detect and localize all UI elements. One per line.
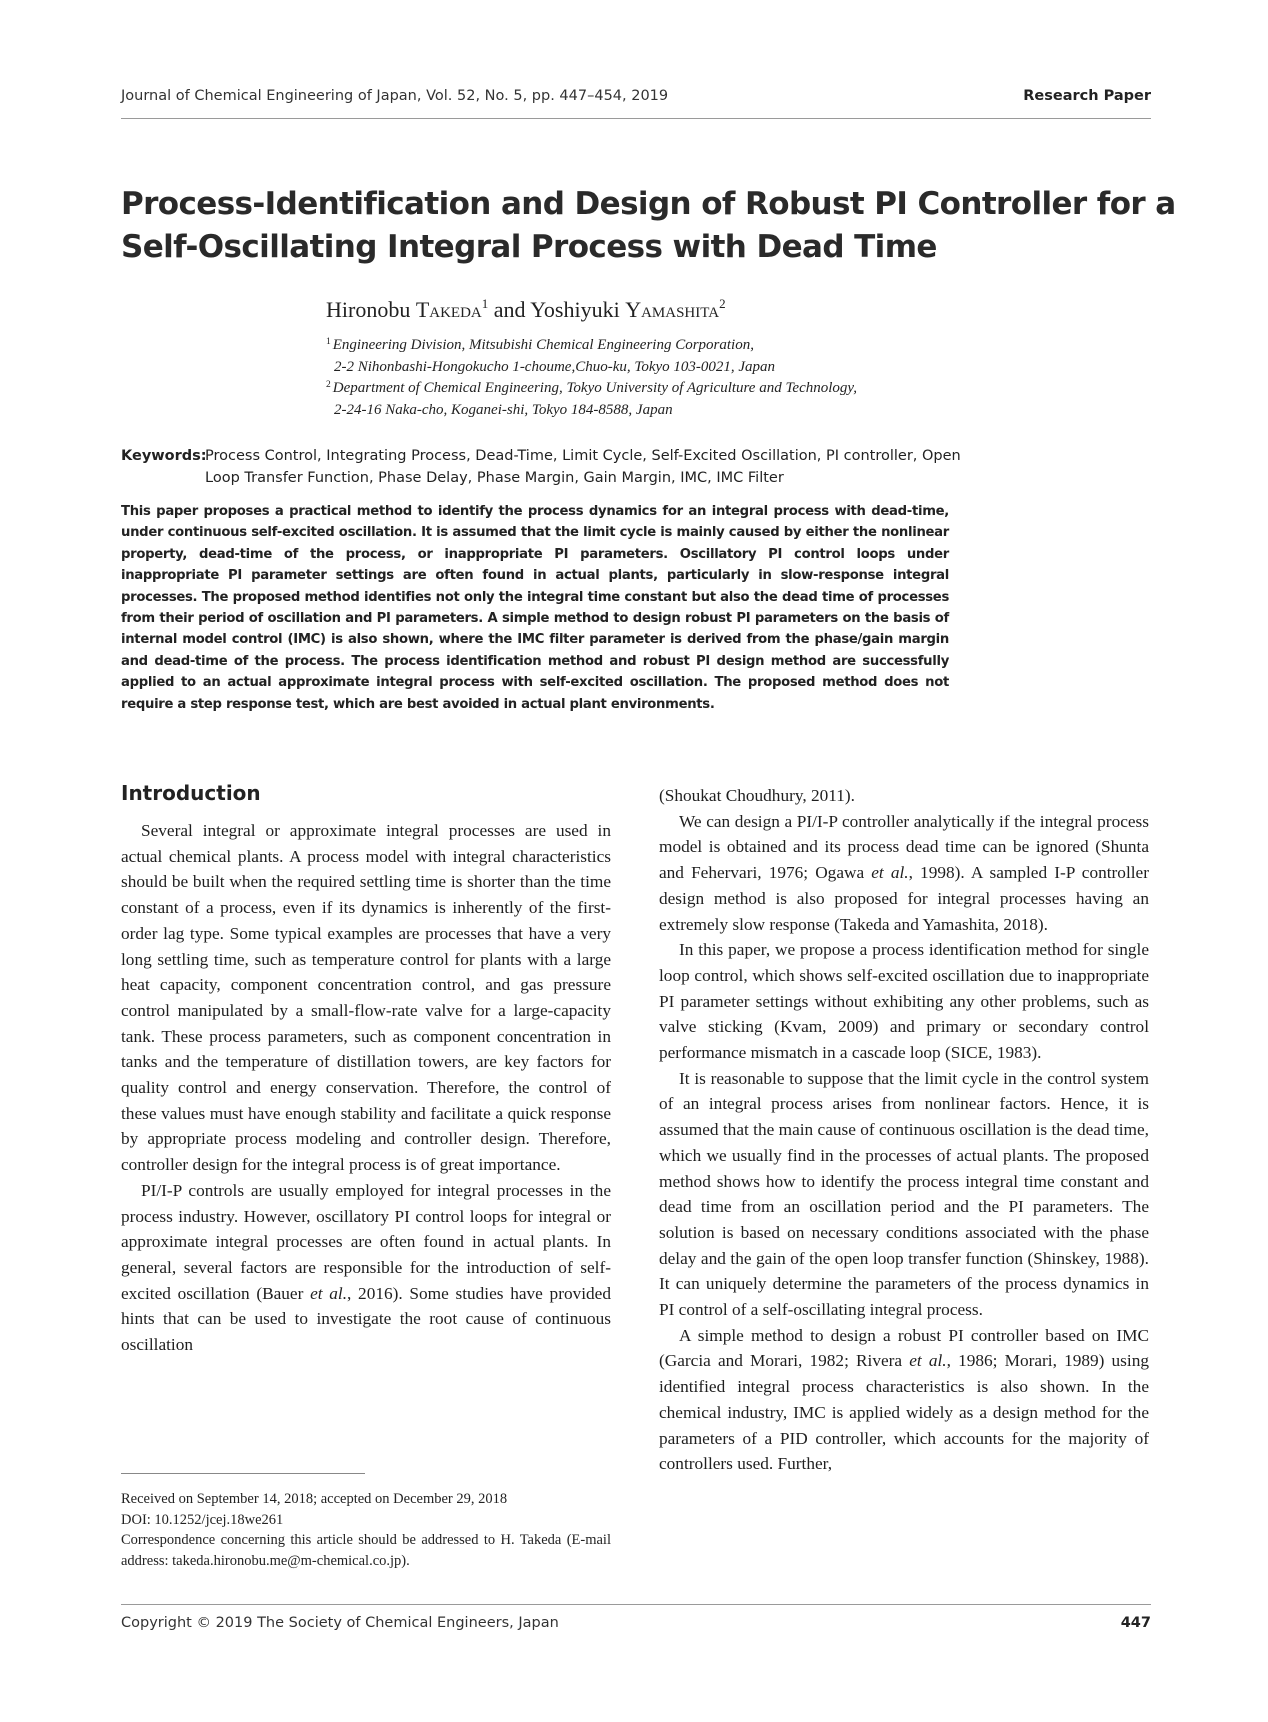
header-divider <box>121 118 1151 119</box>
paper-title <box>121 183 1176 269</box>
author-2-given-name: Yoshiyuki <box>530 297 620 322</box>
affiliation-1-line-1 <box>326 335 857 357</box>
affiliation-1-address: 2-2 Nihonbashi-Hongokucho 1-choume,Chuo-ku, Tokyo 103-0021, Japan <box>334 358 776 375</box>
keywords-text: Process Control, Integrating Process, Dead-Time, Limit Cycle, Self-Excited Oscillation, PI controller, Open Loop Transfer Function, Phase Delay, Phase Margin, Gain Margin, IMC, IMC Filter <box>205 448 961 486</box>
title-line-1: Process-Identification and Design of Robust PI Controller for a <box>121 186 1176 222</box>
intro-paragraph-2 <box>121 1178 611 1358</box>
author-1-affiliation-mark: 1 <box>481 296 489 311</box>
right-paragraph-4-text-a: A simple method to design a robust PI controller based on IMC (Garcia and Morari, 1982; Rivera <box>659 1325 1149 1371</box>
author-list <box>326 297 726 323</box>
right-paragraph-1-text-b: , 1998). A sampled I-P controller design method is also proposed for integral processes having an extremely slow response (Takeda and Yamashita, 2018). <box>659 863 1149 934</box>
affiliation-1-org: Engineering Division, Mitsubishi Chemical Engineering Corporation, <box>332 337 754 353</box>
right-paragraph-4-text-b: , 1986; Morari, 1989) using identified integral process characteristics is also shown. In the chemical industry, IMC is applied widely as a design method for the parameters of a PID controller, which accounts for the majority of controllers used. Further, <box>659 1351 1149 1474</box>
intro-paragraph-2-text-b: , 2016). Some studies have provided hints that can be used to investigate the root cause of continuous oscillation <box>121 1283 611 1355</box>
affiliations <box>326 335 857 421</box>
footnote-divider <box>121 1473 365 1474</box>
affiliation-1-mark: 1 <box>326 337 331 347</box>
title-line-2: Self-Oscillating Integral Process with Dead Time <box>121 229 937 265</box>
right-paragraph-3: It is reasonable to suppose that the limit cycle in the control system of an integral process arises from nonlinear factors. Hence, it is assumed that the main cause of continuous oscillation is the dead time, which we usually find in the processes of actual plants. The proposed method shows how to identify the process integral time constant and dead time from an oscillation period and the PI parameters. The solution is based on necessary conditions associated with the phase delay and the gain of the open loop transfer function (Shinskey, 1988). It can uniquely determine the parameters of the process dynamics in PI control of a self-oscillating integral process. <box>659 1068 1149 1320</box>
right-paragraph-continuation: (Shoukat Choudhury, 2011). <box>659 786 855 805</box>
right-column <box>659 783 1149 1477</box>
correspondence-note: Correspondence concerning this article should be addressed to H. Takeda (E-mail address: takeda.hironobu.me@m-chemical.co.jp). <box>121 1532 611 1569</box>
copyright-notice: Copyright © 2019 The Society of Chemical Engineers, Japan <box>121 1615 559 1631</box>
affiliation-2-org: Department of Chemical Engineering, Tokyo University of Agriculture and Technology, <box>332 380 857 396</box>
right-paragraph-4 <box>659 1323 1149 1477</box>
intro-paragraph-2-text-a: PI/I-P controls are usually employed for integral processes in the process industry. However, oscillatory PI control loops for integral or approximate integral processes are often found in actual plants. In general, several factors are responsible for the introduction of self-excited oscillation (Bauer <box>121 1180 611 1303</box>
citation-et-al: et al. <box>909 1351 947 1371</box>
section-heading-introduction: Introduction <box>121 781 261 805</box>
left-column <box>121 780 611 1358</box>
affiliation-2-mark: 2 <box>326 380 331 390</box>
affiliation-2-address: 2-24-16 Naka-cho, Koganei-shi, Tokyo 184-8588, Japan <box>334 401 673 418</box>
right-paragraph-2: In this paper, we propose a process identification method for single loop control, which shows self-excited oscillation due to inappropriate PI parameter settings without exhibiting any other problems, such as valve sticking (Kvam, 2009) and primary or secondary control performance mismatch in a cascade loop (SICE, 1983). <box>659 940 1149 1063</box>
citation-et-al: et al. <box>310 1283 348 1303</box>
received-date: Received on September 14, 2018; accepted on December 29, 2018 <box>121 1491 508 1507</box>
page-number: 447 <box>1120 1615 1151 1631</box>
author-conjunction: and <box>493 297 526 322</box>
author-2-affiliation-mark: 2 <box>719 296 726 311</box>
affiliation-2-line-1 <box>326 378 857 400</box>
journal-citation: Journal of Chemical Engineering of Japan, Vol. 52, No. 5, pp. 447–454, 2019 <box>121 88 669 104</box>
author-1-family-name: Takeda <box>415 297 482 322</box>
right-paragraph-1 <box>659 809 1149 938</box>
citation-et-al: et al. <box>871 863 909 883</box>
paper-type-label: Research Paper <box>1023 88 1151 104</box>
right-paragraph-1-text-a: We can design a PI/I-P controller analytically if the integral process model is obtained and its process dead time can be ignored (Shunta and Fehervari, 1976; Ogawa <box>659 811 1149 883</box>
keywords-label: Keywords: <box>121 448 207 464</box>
author-1-given-name: Hironobu <box>326 297 411 322</box>
keywords-block <box>121 446 981 489</box>
doi: DOI: 10.1252/jcej.18we261 <box>121 1511 284 1528</box>
author-2-family-name: Yamashita <box>625 297 720 322</box>
footnotes <box>121 1489 611 1571</box>
running-header <box>121 88 1151 110</box>
intro-paragraph-1: Several integral or approximate integral processes are used in actual chemical plants. A process model with integral characteristics should be built when the required settling time is shorter than the time constant of a process, even if its dynamics is inherently of the first-order lag type. Some typical examples are processes that have a very long settling time, such as temperature control for plants with a large heat capacity, component concentration control, and gas pressure control manipulated by a small-flow-rate valve for a large-capacity tank. These process parameters, such as component concentration in tanks and the temperature of distillation towers, are key factors for quality control and energy conservation. Therefore, the control of these values must have enough stability and facilitate a quick response by appropriate process modeling and controller design. Therefore, controller design for the integral process is of great importance. <box>121 821 611 1175</box>
abstract: This paper proposes a practical method to identify the process dynamics for an integral process with dead-time, under continuous self-excited oscillation. It is assumed that the limit cycle is mainly caused by either the nonlinear property, dead-time of the process, or inappropriate PI parameters. Oscillatory PI control loops under inappropriate PI parameter settings are often found in actual plants, particularly in slow-response integral processes. The proposed method identifies not only the integral time constant but also the dead time of processes from their period of oscillation and PI parameters. A simple method to design robust PI parameters on the basis of internal model control (IMC) is also shown, where the IMC filter parameter is derived from the phase/gain margin and dead-time of the process. The process identification method and robust PI design method are successfully applied to an actual approximate integral process with self-excited oscillation. The proposed method does not require a step response test, which are best avoided in actual plant environments. <box>121 504 949 712</box>
footer-divider <box>121 1604 1151 1605</box>
